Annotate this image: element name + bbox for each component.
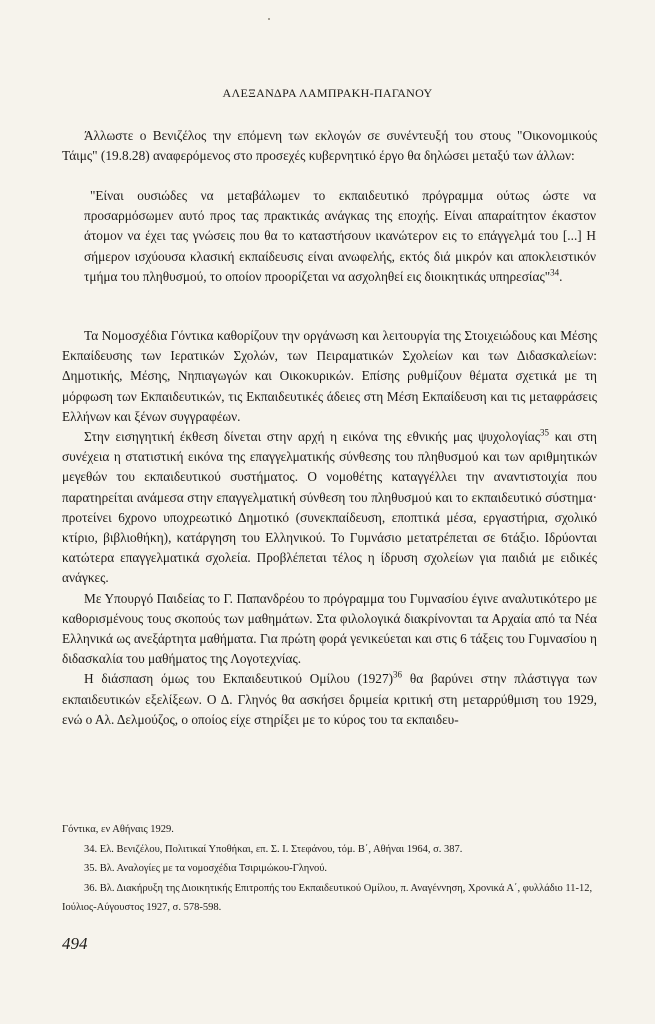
quote-end: . bbox=[559, 268, 563, 284]
footnote-carryover: Γόντικα, εν Αθήναις 1929. bbox=[62, 824, 174, 835]
paragraph-diastasi bbox=[62, 669, 597, 730]
speck-mark bbox=[268, 18, 270, 20]
footnotes bbox=[62, 820, 602, 918]
footnote-34: 34. Ελ. Βενιζέλου, Πολιτικαί Υποθήκαι, επ. Σ. Ι. Στεφάνου, τόμ. Β΄, Αθήναι 1964, σ. 387. bbox=[84, 843, 463, 855]
quote-paragraph bbox=[84, 186, 596, 287]
footnote-ref-35: 35 bbox=[540, 427, 550, 438]
footnote-36: 36. Βλ. Διακήρυξη της Διοικητικής Επιτροπής του Εκπαιδευτικού Ομίλου, π. Αναγέννηση, Χρονικά Α΄, φυλλάδιο 11-12, Ιούλιος-Αύγουστος 1927, σ. 578-598. bbox=[62, 882, 593, 913]
footnote-ref-36: 36 bbox=[393, 670, 403, 681]
paragraph-ypourgo: Με Υπουργό Παιδείας το Γ. Παπανδρέου το πρόγραμμα του Γυμνασίου έγινε αναλυτικότερο με καθορισμένους τους σκοπούς των μαθημάτων. Στα φιλολογικά διακρίνονται τα Αρχαία από τα Νέα Ελληνικά ως ανεξάρτητα μαθήματα. Για πρώτη φορά γενικεύεται και στις 6 τάξεις του Γυμνασίου η διδασκαλία του μαθήματος της Λογοτεχνίας. bbox=[62, 590, 597, 667]
page-number: 494 bbox=[62, 934, 88, 953]
running-head: ΑΛΕΞΑΝΔΡΑ ΛΑΜΠΡΑΚΗ-ΠΑΓΑΝΟΥ bbox=[222, 86, 433, 100]
intro-paragraph bbox=[62, 126, 597, 166]
eisigitiki-text-a: Στην εισηγητική έκθεση δίνεται στην αρχή η εικόνα της εθνικής μας ψυχολογίας bbox=[84, 429, 541, 445]
footnote-35: 35. Βλ. Αναλογίες με τα νομοσχέδια Τσιριμώκου-Γληνού. bbox=[84, 863, 328, 874]
diastasi-text-b: θα βαρύνει στην πλάστιγγα των εκπαιδευτικών εξελίξεων. Ο Δ. Γληνός θα ασκήσει δριμεία κριτική στη μεταρρύθμιση του 1929, ενώ ο Αλ. Δελμούζος, ο οποίος είχε στηρίξει με το κύρος του τα εκπαιδευ- bbox=[62, 671, 597, 727]
block-quote bbox=[84, 186, 596, 287]
quote-text: "Είναι ουσιώδες να μεταβάλωμεν το εκπαιδευτικό πρόγραμμα ούτως ώστε να προσαρμόσωμεν αυτό προς τας πρακτικάς ανάγκας της εποχής. Είναι απαραίτητον έκαστον άτομον να έχει τας γνώσεις που θα το καταστήσουν ικανώτερον εις το επάγγελμά του [...] Η σήμερον ισχύουσα κλασική εκπαίδευσις είναι ανωφελής, εκτός διά μικρόν και αποκλειστικόν τμήμα του πληθυσμού, το οποίον προορίζεται να ασχοληθεί εις διοικητικάς υπηρεσίας" bbox=[84, 188, 596, 284]
diastasi-text-a: Η διάσπαση όμως του Εκπαιδευτικού Ομίλου (1927) bbox=[84, 671, 394, 687]
intro-text: Άλλωστε ο Βενιζέλος την επόμενη των εκλογών σε συνέντευξή του στους "Οικονομικούς Τάιμς" (19.8.28) αναφερόμενος στο προσεχές κυβερνητικό έργο θα δηλώσει μεταξύ των άλλων: bbox=[62, 128, 597, 164]
footnote-ref-34: 34 bbox=[550, 267, 560, 278]
paragraph-nomosxedia: Τα Νομοσχέδια Γόντικα καθορίζουν την οργάνωση και λειτουργία της Στοιχειώδους και Μέσης Εκπαίδευσης των Ιερατικών Σχολών, των Πειραματικών Σχολείων και των Διδασκαλείων: Δημοτικής, Μέσης, Νηπιαγωγών και Οικοκυρικών. Επίσης ρυθμίζουν θέματα σχετικά με τη μόρφωση των Εκπαιδευτικών, τις Εκπαιδευτικές άδειες στη Μέση Εκπαίδευση και τις μεταφράσεις Ελλήνων και ξένων συγγραφέων. bbox=[62, 328, 597, 424]
main-body bbox=[62, 326, 597, 730]
paragraph-eisigitiki bbox=[62, 427, 597, 589]
eisigitiki-text-b: και στη συνέχεια η στατιστική εικόνα της επαγγελματικής σύνθεσης του πληθυσμού και των αριθμητικών μεγεθών του εκπαιδευτικού συστήματος. Ο νομοθέτης καταγγέλλει την αναντιστοιχία που παρατηρείται ανάμεσα στην επαγγελματική σύνθεση του πληθυσμού και το εκπαιδευτικό σύστημα· προτείνει 6χρονο υποχρεωτικό Δημοτικό (συνεκπαίδευση, εποπτικά μέσα, εργαστήρια, σχολικό κτίριο, βιβλιοθήκη), κατάργηση του Ελληνικού. Το Γυμνάσιο μετατρέπεται σε 6τάξιο. Ιδρύονται κατώτερα επαγγελματικά σχολεία. Προβλέπεται τέλος η ίδρυση σχολείων για παιδιά με ειδικές ανάγκες. bbox=[62, 429, 597, 586]
